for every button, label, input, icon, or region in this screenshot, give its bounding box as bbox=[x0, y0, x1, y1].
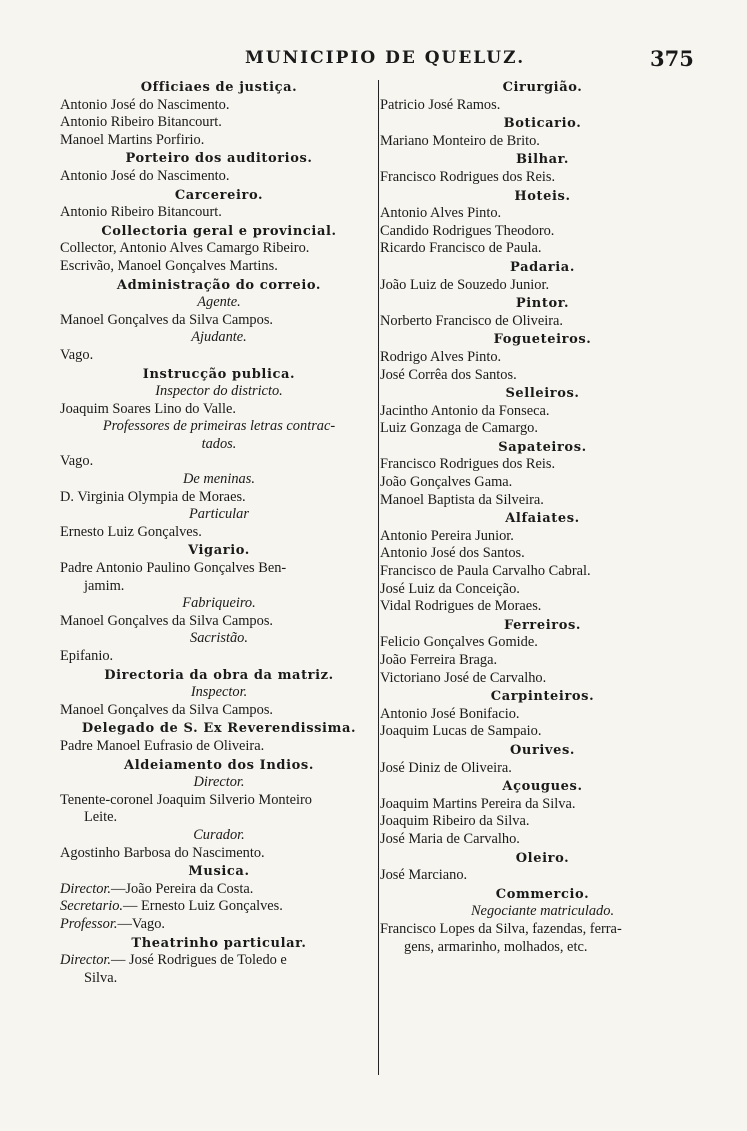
section-heading: Oleiro. bbox=[515, 850, 570, 866]
section-heading: Boticario. bbox=[503, 116, 582, 132]
section-heading: Porteiro dos auditorios. bbox=[125, 151, 313, 167]
entry-text: — Ernesto Luiz Gonçalves. bbox=[123, 898, 283, 915]
entry-continuation: Silva. bbox=[84, 969, 118, 986]
entry-line bbox=[60, 952, 378, 970]
entry-line: Antonio Ribeiro Bitancourt. bbox=[60, 204, 222, 221]
section-heading: Carcereiro. bbox=[174, 187, 264, 203]
entry-line: Rodrigo Alves Pinto. bbox=[380, 348, 502, 365]
entry-line: João Ferreira Braga. bbox=[380, 652, 498, 668]
entry-line: D. Virginia Olympia de Moraes. bbox=[60, 488, 246, 505]
entry-line: Felicio Gonçalves Gomide. bbox=[380, 634, 538, 651]
role-title: Director. bbox=[193, 774, 245, 791]
section-heading: Officiaes de justiça. bbox=[140, 80, 298, 95]
entry-line: Antonio Ribeiro Bitancourt. bbox=[60, 114, 222, 131]
section-heading: Carpinteiros. bbox=[490, 689, 595, 705]
entry-line: Vidal Rodrigues de Moraes. bbox=[380, 598, 542, 615]
entry-line: Francisco Lopes da Silva, fazendas, ferra- bbox=[380, 920, 622, 937]
right-column bbox=[380, 78, 705, 956]
role-title: Curador. bbox=[193, 826, 245, 843]
entry-line bbox=[60, 916, 378, 934]
section-heading: Directoria da obra da matriz. bbox=[104, 667, 334, 683]
section-heading: Selleiros. bbox=[505, 386, 580, 402]
section-heading: Instrucção publica. bbox=[142, 366, 296, 382]
entry-line: Vago. bbox=[60, 346, 94, 363]
entry-line: Tenente-coronel Joaquim Silverio Monteiro bbox=[60, 791, 312, 808]
entry-line: Jacintho Antonio da Fonseca. bbox=[380, 402, 550, 419]
section-heading: Aldeiamento dos Indios. bbox=[124, 757, 314, 773]
page-number: 375 bbox=[650, 46, 694, 71]
entry-line: Antonio José Bonifacio. bbox=[380, 705, 520, 722]
entry-line bbox=[60, 898, 378, 916]
section-heading: Fogueteiros. bbox=[493, 332, 592, 348]
section-heading: Cirurgião. bbox=[502, 80, 583, 95]
entry-line: Francisco Rodrigues dos Reis. bbox=[380, 168, 556, 185]
role-title: tados. bbox=[201, 435, 237, 452]
entry-line bbox=[60, 881, 378, 899]
entry-line: José Corrêa dos Santos. bbox=[380, 366, 517, 383]
section-heading: Pintor. bbox=[515, 296, 570, 312]
entry-line: Antonio Pereira Junior. bbox=[380, 527, 514, 544]
role-title: Inspector do districto. bbox=[155, 383, 283, 400]
entry-line: José Luiz da Conceição. bbox=[380, 580, 520, 597]
entry-line: João Gonçalves Gama. bbox=[380, 474, 513, 491]
entry-line: José Maria de Carvalho. bbox=[380, 830, 520, 847]
entry-line: Francisco de Paula Carvalho Cabral. bbox=[380, 563, 591, 580]
section-heading: Bilhar. bbox=[515, 152, 570, 168]
entry-line: Agostinho Barbosa do Nascimento. bbox=[60, 844, 265, 861]
entry-line: Ernesto Luiz Gonçalves. bbox=[60, 523, 202, 540]
entry-line: Joaquim Martins Pereira da Silva. bbox=[380, 795, 576, 812]
section-heading: Musica. bbox=[188, 864, 250, 880]
entry-line: Escrivão, Manoel Gonçalves Martins. bbox=[60, 257, 278, 274]
section-heading: Administração do correio. bbox=[116, 277, 322, 293]
entry-line: Patricio José Ramos. bbox=[380, 96, 501, 113]
entry-line: José Diniz de Oliveira. bbox=[380, 759, 512, 776]
role-title: Fabriqueiro. bbox=[182, 595, 256, 612]
entry-line: Joaquim Ribeiro da Silva. bbox=[380, 813, 530, 830]
entry-line: Norberto Francisco de Oliveira. bbox=[380, 312, 564, 329]
role-title: Particular bbox=[189, 506, 249, 523]
entry-line: Joaquim Soares Lino do Valle. bbox=[60, 400, 236, 417]
entry-line: Joaquim Lucas de Sampaio. bbox=[380, 723, 542, 740]
section-heading: Açougues. bbox=[502, 779, 583, 795]
entry-line: Mariano Monteiro de Brito. bbox=[380, 132, 540, 149]
section-heading: Padaria. bbox=[510, 259, 575, 275]
section-heading: Ourives. bbox=[509, 742, 576, 758]
entry-text: —João Pereira da Costa. bbox=[111, 880, 254, 897]
left-column bbox=[60, 78, 378, 987]
section-heading: Alfaiates. bbox=[505, 511, 580, 527]
entry-line: Antonio José dos Santos. bbox=[380, 545, 525, 562]
entry-line: Antonio José do Nascimento. bbox=[60, 96, 230, 113]
entry-line: Manoel Gonçalves da Silva Campos. bbox=[60, 612, 274, 629]
entry-line: Candido Rodrigues Theodoro. bbox=[380, 222, 555, 239]
entry-line: Ricardo Francisco de Paula. bbox=[380, 240, 542, 257]
entry-continuation: gens, armarinho, molhados, etc. bbox=[404, 938, 588, 955]
entry-line: Epifanio. bbox=[60, 648, 114, 664]
role-label: Professor. bbox=[60, 915, 118, 932]
section-heading: Vigario. bbox=[188, 543, 250, 559]
section-heading: Sapateiros. bbox=[498, 439, 587, 455]
entry-line: Antonio Alves Pinto. bbox=[380, 205, 502, 222]
role-title: Professores de primeiras letras contrac- bbox=[102, 418, 336, 435]
entry-line: Vago. bbox=[60, 453, 94, 470]
role-title: Negociante matriculado. bbox=[470, 903, 615, 920]
entry-line: José Marciano. bbox=[380, 867, 468, 884]
entry-line: Manoel Baptista da Silveira. bbox=[380, 491, 544, 508]
entry-line: Padre Antonio Paulino Gonçalves Ben- bbox=[60, 560, 287, 577]
role-label: Director. bbox=[60, 880, 112, 897]
entry-line: Antonio José do Nascimento. bbox=[60, 167, 230, 184]
entry-continuation: jamim. bbox=[84, 577, 125, 594]
role-title: Agente. bbox=[197, 294, 241, 311]
section-heading: Ferreiros. bbox=[503, 617, 582, 633]
role-label: Director. bbox=[60, 952, 112, 969]
page-header bbox=[0, 46, 747, 76]
entry-line: Padre Manoel Eufrasio de Oliveira. bbox=[60, 737, 265, 754]
column-divider bbox=[378, 80, 379, 1075]
entry-text: —Vago. bbox=[117, 915, 166, 932]
entry-line: Francisco Rodrigues dos Reis. bbox=[380, 456, 556, 473]
entry-line: Victoriano José de Carvalho. bbox=[380, 669, 547, 686]
entry-line: Manoel Gonçalves da Silva Campos. bbox=[60, 701, 274, 718]
role-title: Ajudante. bbox=[191, 329, 247, 346]
section-heading: Hoteis. bbox=[514, 188, 571, 204]
role-label: Secretario. bbox=[60, 898, 124, 915]
role-title: Inspector. bbox=[190, 684, 248, 701]
page-title: MUNICIPIO DE QUELUZ. bbox=[245, 48, 526, 68]
entry-line: Manoel Martins Porfirio. bbox=[60, 131, 205, 148]
entry-line: Collector, Antonio Alves Camargo Ribeiro. bbox=[60, 240, 310, 257]
section-heading: Commercio. bbox=[495, 886, 590, 902]
section-heading: Delegado de S. Ex Reverendissima. bbox=[81, 721, 357, 737]
entry-continuation: Leite. bbox=[84, 809, 118, 826]
section-heading: Collectoria geral e provincial. bbox=[101, 223, 337, 239]
entry-text: — José Rodrigues de Toledo e bbox=[111, 952, 287, 969]
section-heading: Theatrinho particular. bbox=[131, 935, 307, 951]
entry-line: João Luiz de Souzedo Junior. bbox=[380, 276, 550, 293]
entry-line: Manoel Gonçalves da Silva Campos. bbox=[60, 311, 274, 328]
role-title: De meninas. bbox=[183, 471, 255, 488]
entry-line: Luiz Gonzaga de Camargo. bbox=[380, 420, 538, 437]
role-title: Sacristão. bbox=[190, 630, 248, 647]
